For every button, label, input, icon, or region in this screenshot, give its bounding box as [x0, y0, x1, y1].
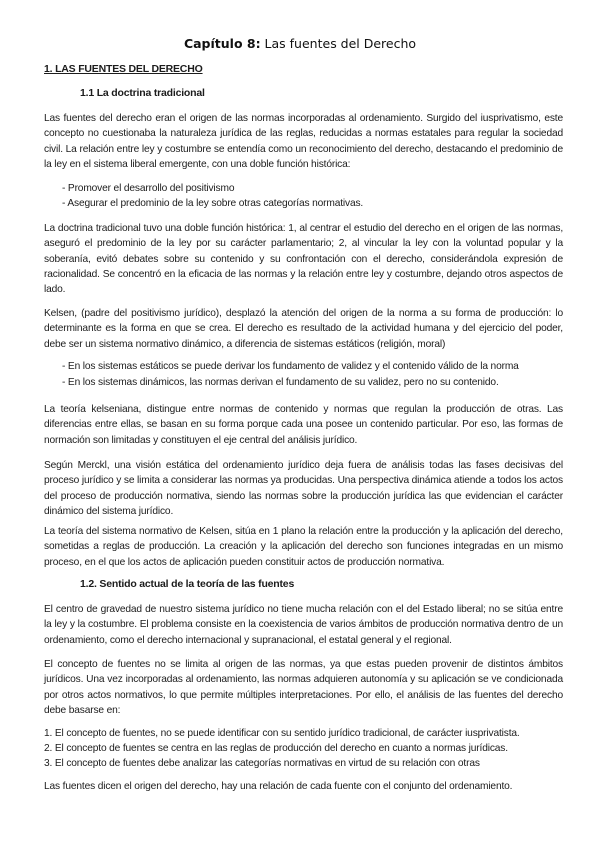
chapter-label: Capítulo 8: [183, 36, 261, 51]
paragraph-4: La teoría kelseniana, distingue entre normas de contenido y normas que regulan la producción de otras. Las diferencias entre ellas, se basan en su forma porque cada una posee un contenido particular. Por eso, las formas de normación son limitadas y constituyen el eje central del análisis jurídico. [44, 404, 563, 446]
paragraph-5: Según Merckl, una visión estática del ordenamiento jurídico deja fuera de análisis todas las fases decisivas del proceso jurídico y se limita a considerar las normas ya producidas. Una perspectiva dinámica atiende a todos los actos del proceso de producción normativa, siendo las normas sobre la producción jurídica las que evidencian el carácter dinámico del sistema jurídico. [44, 460, 563, 517]
bullet-item-4: - En los sistemas dinámicos, las normas derivan el fundamento de su validez, pero no su contenido. [62, 377, 499, 388]
subsection-heading-sentido: 1.2. Sentido actual de la teoría de las fuentes [80, 578, 295, 590]
paragraph-9: Las fuentes dicen el origen del derecho, hay una relación de cada fuente con el conjunto del ordenamiento. [44, 781, 513, 792]
numbered-item-2: 2. El concepto de fuentes se centra en las reglas de producción del derecho en cuanto a normas jurídicas. [44, 743, 508, 754]
paragraph-6: La teoría del sistema normativo de Kelsen, sitúa en 1 plano la relación entre la producción y la aplicación del derecho, sometidas a reglas de producción. La creación y la aplicación del derecho son funciones integradas en un mismo proceso, en el que los actos de aplicación pueden constituir actos de producción normativa. [44, 526, 563, 568]
chapter-name: Las fuentes del Derecho [260, 36, 417, 51]
paragraph-7: El centro de gravedad de nuestro sistema jurídico no tiene mucha relación con el del Estado liberal; no se sitúa entre la ley y la costumbre. El problema consiste en la coexistencia de varios ámbitos de producción normativa dentro de un ordenamiento, como el derecho internacional y supranacional, el estatal general y el regional. [44, 604, 563, 646]
numbered-item-1: 1. El concepto de fuentes, no se puede identificar con su sentido jurídico tradicional, de carácter iusprivatista. [44, 728, 520, 739]
section-heading: 1. LAS FUENTES DEL DERECHO [44, 63, 203, 75]
paragraph-3: Kelsen, (padre del positivismo jurídico), desplazó la atención del origen de la norma a su forma de producción: lo determinante es la forma en que se crea. El derecho es resultado de la actividad humana y del ejercicio del poder, debe ser un sistema normativo dinámico, a diferencia de sistemas estáticos (religión, moral) [44, 308, 563, 350]
paragraph-2: La doctrina tradicional tuvo una doble función histórica: 1, al centrar el estudio del derecho en el origen de las normas, aseguró el predominio de la ley por su carácter parlamentario; 2, al vincular la ley con la voluntad popular y la soberanía, evitó debates sobre su contenido y su confrontación con el derecho, considerándola expresión de racionalidad. Se concentró en la eficacia de las normas y la relación entre ley y costumbre, dejando otros aspectos de lado. [44, 223, 563, 296]
paragraph-1: Las fuentes del derecho eran el origen de las normas incorporadas al ordenamiento. Surgido del iusprivatismo, este concepto no cuestionaba la naturaleza jurídica de las reglas, reducidas a normas estatales para regular la sociedad civil. La relación entre ley y costumbre se entendía como un reconocimiento del derecho, destacando el predominio de la ley en el sistema liberal emergente, con una doble función histórica: [44, 113, 563, 170]
chapter-title [0, 36, 600, 51]
numbered-item-3: 3. El concepto de fuentes debe analizar las categorías normativas en virtud de su relación con otras [44, 758, 480, 769]
subsection-heading-doctrina: 1.1 La doctrina tradicional [80, 87, 205, 99]
bullet-item-1: - Promover el desarrollo del positivismo [62, 183, 235, 194]
bullet-item-3: - En los sistemas estáticos se puede derivar los fundamento de validez y el contenido válido de la norma [62, 361, 519, 372]
paragraph-8: El concepto de fuentes no se limita al origen de las normas, ya que estas pueden provenir de distintos ámbitos jurídicos. Una vez incorporadas al ordenamiento, las normas adquieren autonomía y su aplicación se ve condicionada por otros actos normativos, lo que permite múltiples interpretaciones. Por ello, el análisis de las fuentes del derecho debe basarse en: [44, 659, 563, 716]
bullet-item-2: - Asegurar el predominio de la ley sobre otras categorías normativas. [62, 198, 364, 209]
